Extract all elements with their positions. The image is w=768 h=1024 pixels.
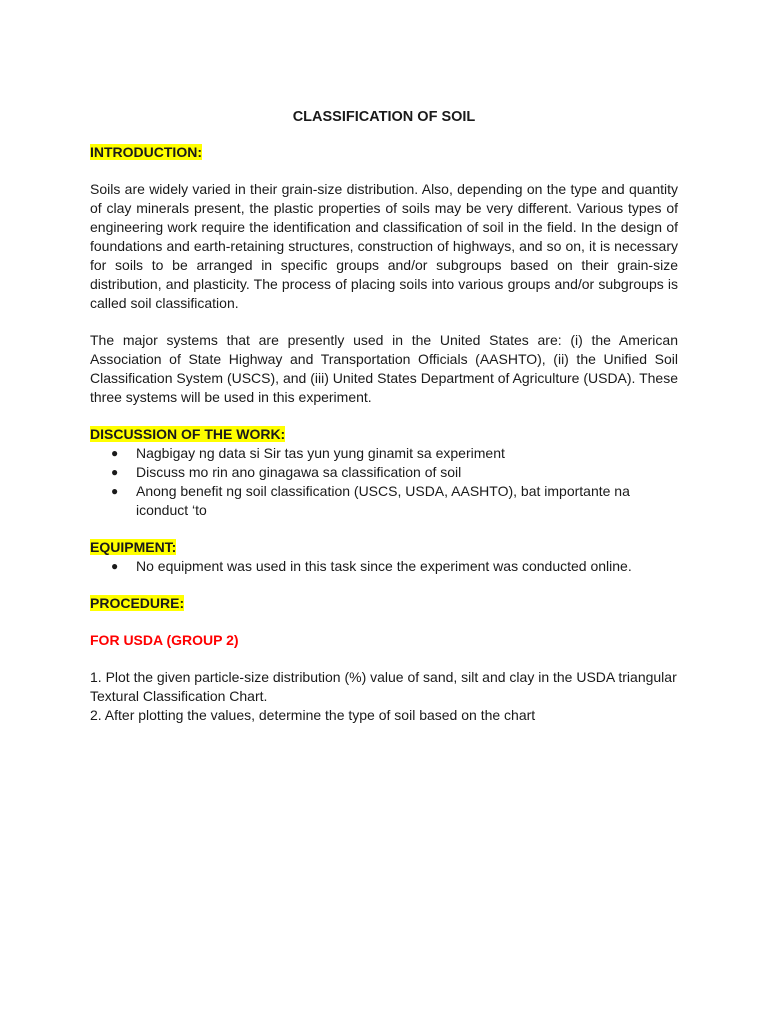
spacer — [90, 576, 678, 594]
list-item — [90, 557, 678, 576]
introduction-paragraph-2: The major systems that are presently used in the United States are: (i) the American Association of State Highway and Transportation Officials (AASHTO), (ii) the Unified Soil Classification System (USCS), and (iii) United States Department of Agriculture (USDA). These three systems will be used in this experiment. — [90, 332, 678, 405]
procedure-heading — [90, 594, 678, 613]
bullet-icon: ● — [111, 559, 119, 573]
bullet-icon: ● — [111, 484, 119, 498]
spacer — [90, 650, 678, 668]
discussion-list — [90, 444, 678, 520]
spacer — [90, 407, 678, 425]
equipment-heading — [90, 538, 678, 557]
procedure-step-1: 1. Plot the given particle-size distribution (%) value of sand, silt and clay in the USDA triangular Textural Classification Chart. — [90, 669, 677, 704]
spacer — [90, 613, 678, 631]
introduction-paragraph-1: Soils are widely varied in their grain-size distribution. Also, depending on the type and quantity of clay minerals present, the plastic properties of soils may be very different. Various types of engineering work require the identification and classification of soil in the field. In the design of foundations and earth-retaining structures, construction of highways, and so on, it is necessary for soils to be arranged in specific groups and/or subgroups based on their grain-size distribution, and plasticity. The process of placing soils into various groups and/or subgroups is called soil classification. — [90, 181, 678, 311]
list-item — [90, 482, 678, 520]
list-item — [90, 463, 678, 482]
spacer — [90, 313, 678, 331]
list-item — [90, 444, 678, 463]
equipment-item-text: No equipment was used in this task since the experiment was conducted online. — [136, 558, 632, 574]
spacer — [90, 162, 678, 180]
procedure-subheading: FOR USDA (GROUP 2) — [90, 632, 239, 648]
bullet-icon: ● — [111, 446, 119, 460]
discussion-item-text: Anong benefit ng soil classification (USCS, USDA, AASHTO), bat importante na iconduct ‘to — [136, 483, 630, 518]
discussion-item-text: Discuss mo rin ano ginagawa sa classification of soil — [136, 464, 462, 480]
document-title: CLASSIFICATION OF SOIL — [292, 109, 476, 125]
bullet-icon: ● — [111, 465, 119, 479]
equipment-heading-text: EQUIPMENT: — [90, 539, 177, 555]
procedure-heading-text: PROCEDURE: — [90, 595, 185, 611]
introduction-heading-text: INTRODUCTION: — [90, 144, 202, 160]
discussion-heading-text: DISCUSSION OF THE WORK: — [90, 426, 286, 442]
introduction-heading — [90, 143, 678, 162]
procedure-step-2: 2. After plotting the values, determine the type of soil based on the chart — [90, 707, 536, 723]
spacer — [90, 520, 678, 538]
equipment-list — [90, 557, 678, 576]
discussion-item-text: Nagbigay ng data si Sir tas yun yung ginamit sa experiment — [136, 445, 505, 461]
discussion-heading — [90, 425, 678, 444]
